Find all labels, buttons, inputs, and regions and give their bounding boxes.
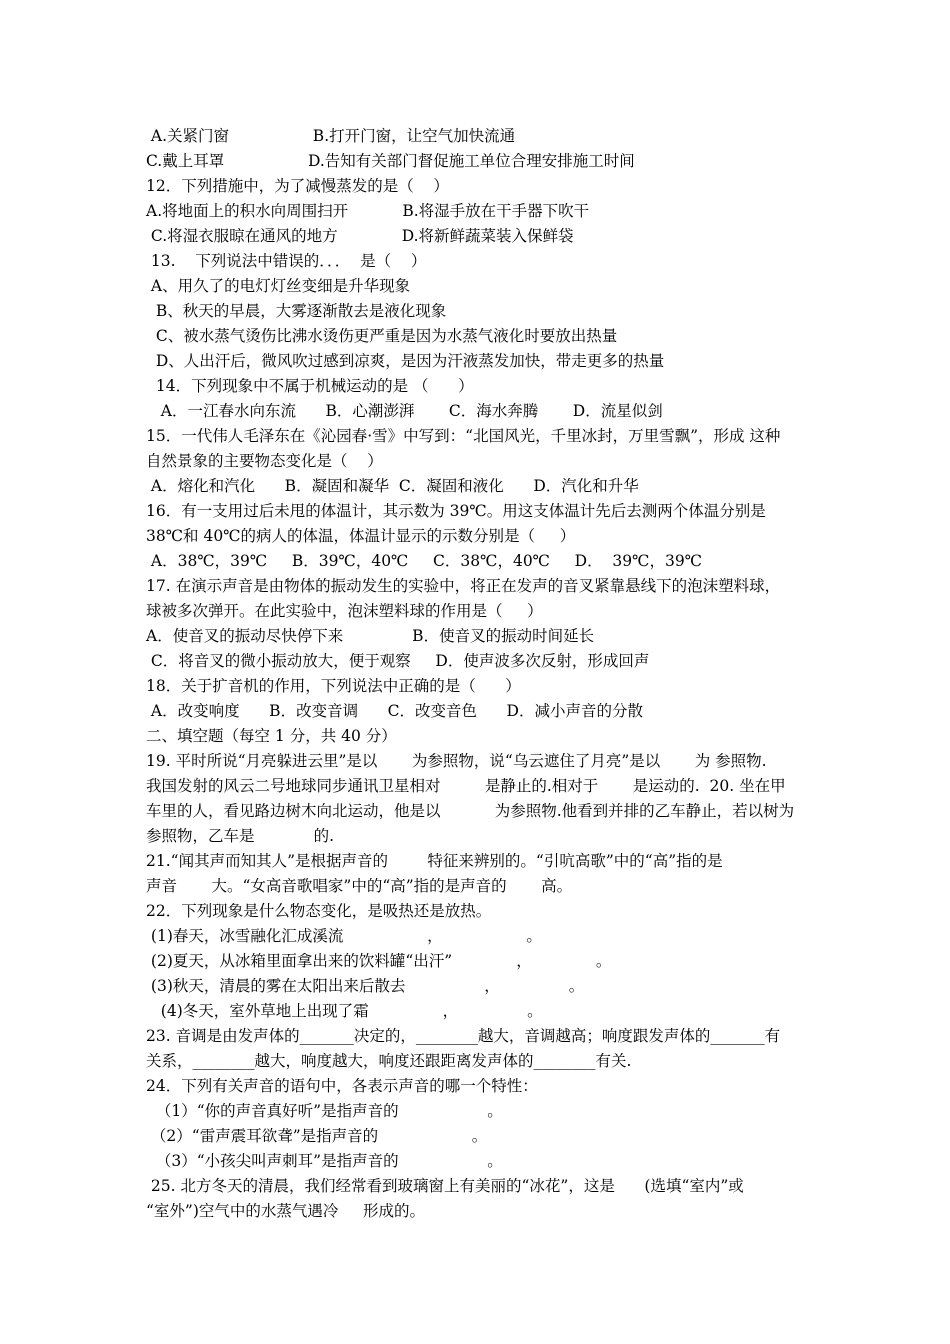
text-line: A．38℃，39℃ B．39℃，40℃ C．38℃，40℃ D． 39℃，39℃ — [146, 552, 703, 570]
text-line: 23. 音调是由发声体的_______决定的，________越大，音调越高；响度跟发声体的_______有 — [146, 1027, 781, 1045]
text-line: A.关紧门窗 B.打开门窗，让空气加快流通 — [146, 127, 516, 145]
text-line: A、用久了的电灯灯丝变细是升华现象 — [146, 277, 411, 295]
text-line: 12．下列措施中，为了减慢蒸发的是（ ） — [146, 177, 449, 195]
text-line: (4)冬天，室外草地上出现了霜 ， 。 — [146, 1002, 543, 1020]
text-line: 25. 北方冬天的清晨，我们经常看到玻璃窗上有美丽的“冰花”，这是 (选填“室内”或 — [146, 1177, 744, 1195]
text-line: 19. 平时所说“月亮躲进云里”是以 为参照物，说“乌云遮住了月亮”是以 为 参照物. — [146, 752, 767, 770]
text-line: 球被多次弹开。在此实验中，泡沫塑料球的作用是（ ） — [146, 602, 543, 620]
text-line: C．将音叉的微小振动放大，便于观察 D．使声波多次反射，形成回声 — [146, 652, 650, 670]
text-line: “室外”)空气中的水蒸气遇冷 形成的。 — [146, 1202, 426, 1220]
text-line: （1）“你的声音真好听”是指声音的 。 — [146, 1102, 503, 1120]
text-line: C.戴上耳罩 D.告知有关部门督促施工单位合理安排施工时间 — [146, 152, 635, 170]
text-line: (2)夏天，从冰箱里面拿出来的饮料罐“出汗” ， 。 — [146, 952, 612, 970]
text-line: A．改变响度 B．改变音调 C．改变音色 D．减小声音的分散 — [146, 702, 643, 720]
text-line: 21.“闻其声而知其人”是根据声音的 特征来辨别的。“引吭高歌”中的“高”指的是 — [146, 852, 723, 870]
text-line: A．熔化和汽化 B．凝固和凝华 C．凝固和液化 D．汽化和升华 — [146, 477, 639, 495]
text-line: 自然景象的主要物态变化是（ ） — [146, 452, 383, 470]
text-line: 13. 下列说法中错误的．．． 是（ ） — [146, 252, 427, 270]
text-line: D、人出汗后，微风吹过感到凉爽，是因为汗液蒸发加快，带走更多的热量 — [146, 352, 665, 370]
text-line: 18．关于扩音机的作用，下列说法中正确的是（ ） — [146, 677, 521, 695]
text-line: 22．下列现象是什么物态变化，是吸热还是放热。 — [146, 902, 492, 920]
text-line: 15．一代伟人毛泽东在《沁园春·雪》中写到：“北国风光，千里冰封，万里雪飘”，形成 这种 — [146, 427, 781, 445]
text-line: A.将地面上的积水向周围扫开 B.将湿手放在干手器下吹干 — [146, 202, 590, 220]
text-line: (1)春天，冰雪融化汇成溪流 ， 。 — [146, 927, 542, 945]
text-line: (3)秋天，清晨的雾在太阳出来后散去 ， 。 — [146, 977, 585, 995]
text-line: 17. 在演示声音是由物体的振动发生的实验中，将正在发声的音叉紧靠悬线下的泡沫塑料球， — [146, 577, 781, 595]
text-line: （3）“小孩尖叫声刺耳”是指声音的 。 — [146, 1152, 503, 1170]
text-line: 24．下列有关声音的语句中，各表示声音的哪一个特性： — [146, 1077, 538, 1095]
text-line: A．使音叉的振动尽快停下来 B．使音叉的振动时间延长 — [146, 627, 595, 645]
text-line: 声音 大。“女高音歌唱家”中的“高”指的是声音的 高。 — [146, 877, 573, 895]
section-heading: 二、填空题（每空 1 分，共 40 分） — [146, 727, 397, 745]
text-line: 38℃和 40℃的病人的体温，体温计显示的示数分别是（ ） — [146, 527, 576, 545]
text-line: C.将湿衣服晾在通风的地方 D.将新鲜蔬菜装入保鲜袋 — [146, 227, 574, 245]
text-line: 14．下列现象中不属于机械运动的是 （ ） — [146, 377, 474, 395]
text-line: 16．有一支用过后未甩的体温计，其示数为 39℃。用这支体温计先后去测两个体温分别是 — [146, 502, 766, 520]
text-line: 车里的人，看见路边树木向北运动，他是以 为参照物.他看到并排的乙车静止，若以树为 — [146, 802, 795, 820]
text-line: 参照物，乙车是 的. — [146, 827, 335, 845]
text-line: （2）“雷声震耳欲聋”是指声音的 。 — [146, 1127, 488, 1145]
text-line: B、秋天的早晨，大雾逐渐散去是液化现象 — [146, 302, 447, 320]
text-line: C、被水蒸气烫伤比沸水烫伤更严重是因为水蒸气液化时要放出热量 — [146, 327, 618, 345]
text-line: 关系，________越大，响度越大，响度还跟距离发声体的________有关. — [146, 1052, 632, 1070]
text-line: A．一江春水向东流 B．心潮澎湃 C．海水奔腾 D．流星似剑 — [146, 402, 663, 420]
text-line: 我国发射的风云二号地球同步通讯卫星相对 是静止的.相对于 是运动的. 20. 坐在甲 — [146, 777, 786, 795]
